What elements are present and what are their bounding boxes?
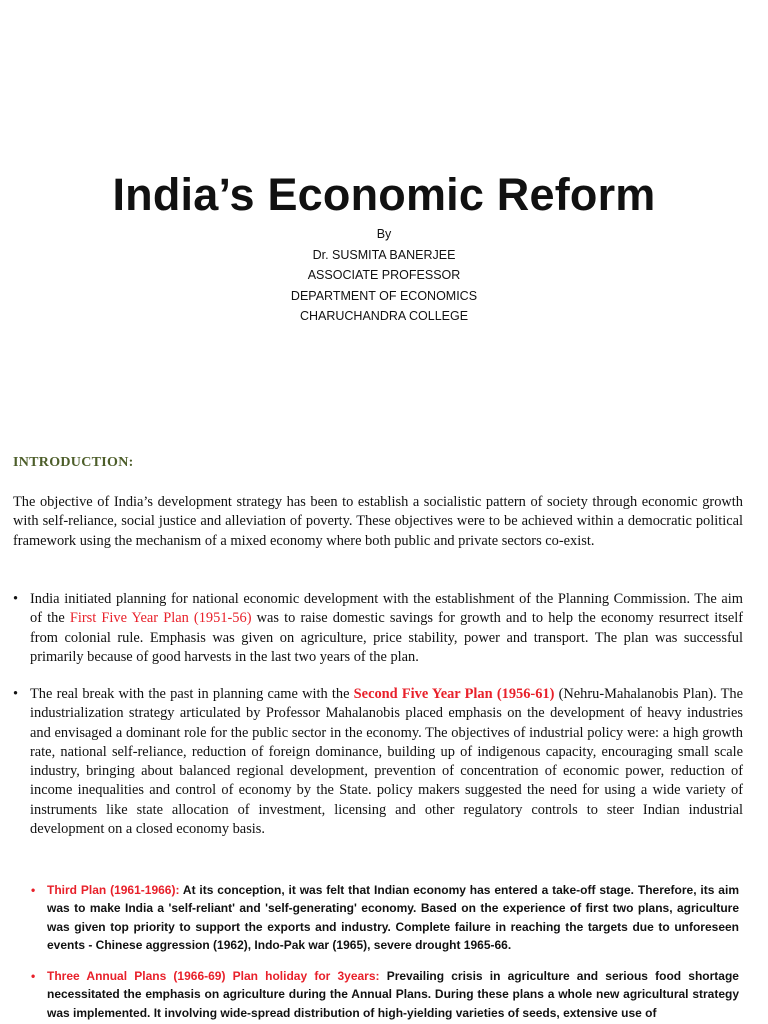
byline-by: By <box>376 227 392 241</box>
bullet-highlight: Second Five Year Plan (1956-61) <box>353 686 555 702</box>
bullet-text-before: India initiated planning for national economic development with the establishment of the Planning Commission. The aim of the <box>30 591 743 627</box>
introduction-paragraph: The objective of India’s development strategy has been to establish a socialistic pattern of society through economic growth with self-reliance, social justice and alleviation of poverty. These objectives were to be achieved within a democratic political framework using the mechanism of a mixed economy where both public and private sectors co-exist. <box>13 494 743 549</box>
bullet-text <box>30 685 743 839</box>
byline-department: DEPARTMENT OF ECONOMICS <box>290 288 478 303</box>
plan-body: At its conception, it was felt that Indian economy has entered a take-off stage. Therefore, its aim was to make India a 'self-reliant' and 'self-generating' economy. Based on the experience of first two plans, agriculture was given top priority to support the exports and industry. Complete failure in reaching the targets due to unforeseen events - Chinese aggression (1962), Indo-Pak war (1965), severe drought 1965-66. <box>47 883 739 952</box>
introduction-heading: INTRODUCTION: <box>13 455 134 470</box>
bullet-icon: • <box>31 969 36 983</box>
list-item <box>13 685 743 839</box>
plan-text <box>47 967 739 1022</box>
plan-highlight: Third Plan (1961-1966): <box>47 883 180 897</box>
title-block <box>0 168 768 327</box>
byline-author: Dr. SUSMITA BANERJEE <box>312 247 456 262</box>
bullet-highlight: First Five Year Plan (1951-56) <box>69 610 252 627</box>
bullet-text-after: was to raise domestic savings for growth and to help the economy resurrect itself from colonial rule. Emphasis was given on agriculture, price stability, power and transport. The plan was successful primarily because of good harvests in the last two years of the plan. <box>30 610 743 665</box>
bullet-text-before: The real break with the past in planning came with the <box>30 686 354 702</box>
bullet-icon: • <box>31 883 36 897</box>
plan-highlight: Three Annual Plans (1966-69) Plan holiday for 3years: <box>47 969 380 983</box>
page-title: India’s Economic Reform <box>112 169 656 220</box>
bullet-icon: • <box>13 686 19 702</box>
bullet-icon: • <box>13 591 19 607</box>
list-item <box>31 967 739 1022</box>
byline-designation: ASSOCIATE PROFESSOR <box>307 268 461 282</box>
bullet-text <box>30 590 743 667</box>
byline-college: CHARUCHANDRA COLLEGE <box>299 309 469 323</box>
list-item <box>31 881 739 954</box>
plan-text <box>47 881 739 954</box>
byline <box>0 224 768 327</box>
bullet-text-after: (Nehru-Mahalanobis Plan). The industrialization strategy articulated by Professor Mahalanobis placed emphasis on the development of heavy industries and envisaged a dominant role for the public sector in the economy. The objectives of industrial policy were: a high growth rate, national self-reliance, reduction of foreign dominance, building up of indigenous capacity, encouraging small scale industry, bringing about balanced regional development, prevention of concentration of economic power, reduction of income inequalities and control of economy by the State. policy makers suggested the need for using a wide variety of instruments like state allocation of investment, licensing and other regulatory controls to steer Indian industrial development on a closed economy basis. <box>30 686 744 838</box>
list-item <box>13 590 743 667</box>
plan-body: Prevailing crisis in agriculture and serious food shortage necessitated the emphasis on agriculture during the Annual Plans. During these plans a whole new agricultural strategy was implemented. It involving wide-spread distribution of high-yielding varieties of seeds, extensive use of <box>47 969 739 1020</box>
